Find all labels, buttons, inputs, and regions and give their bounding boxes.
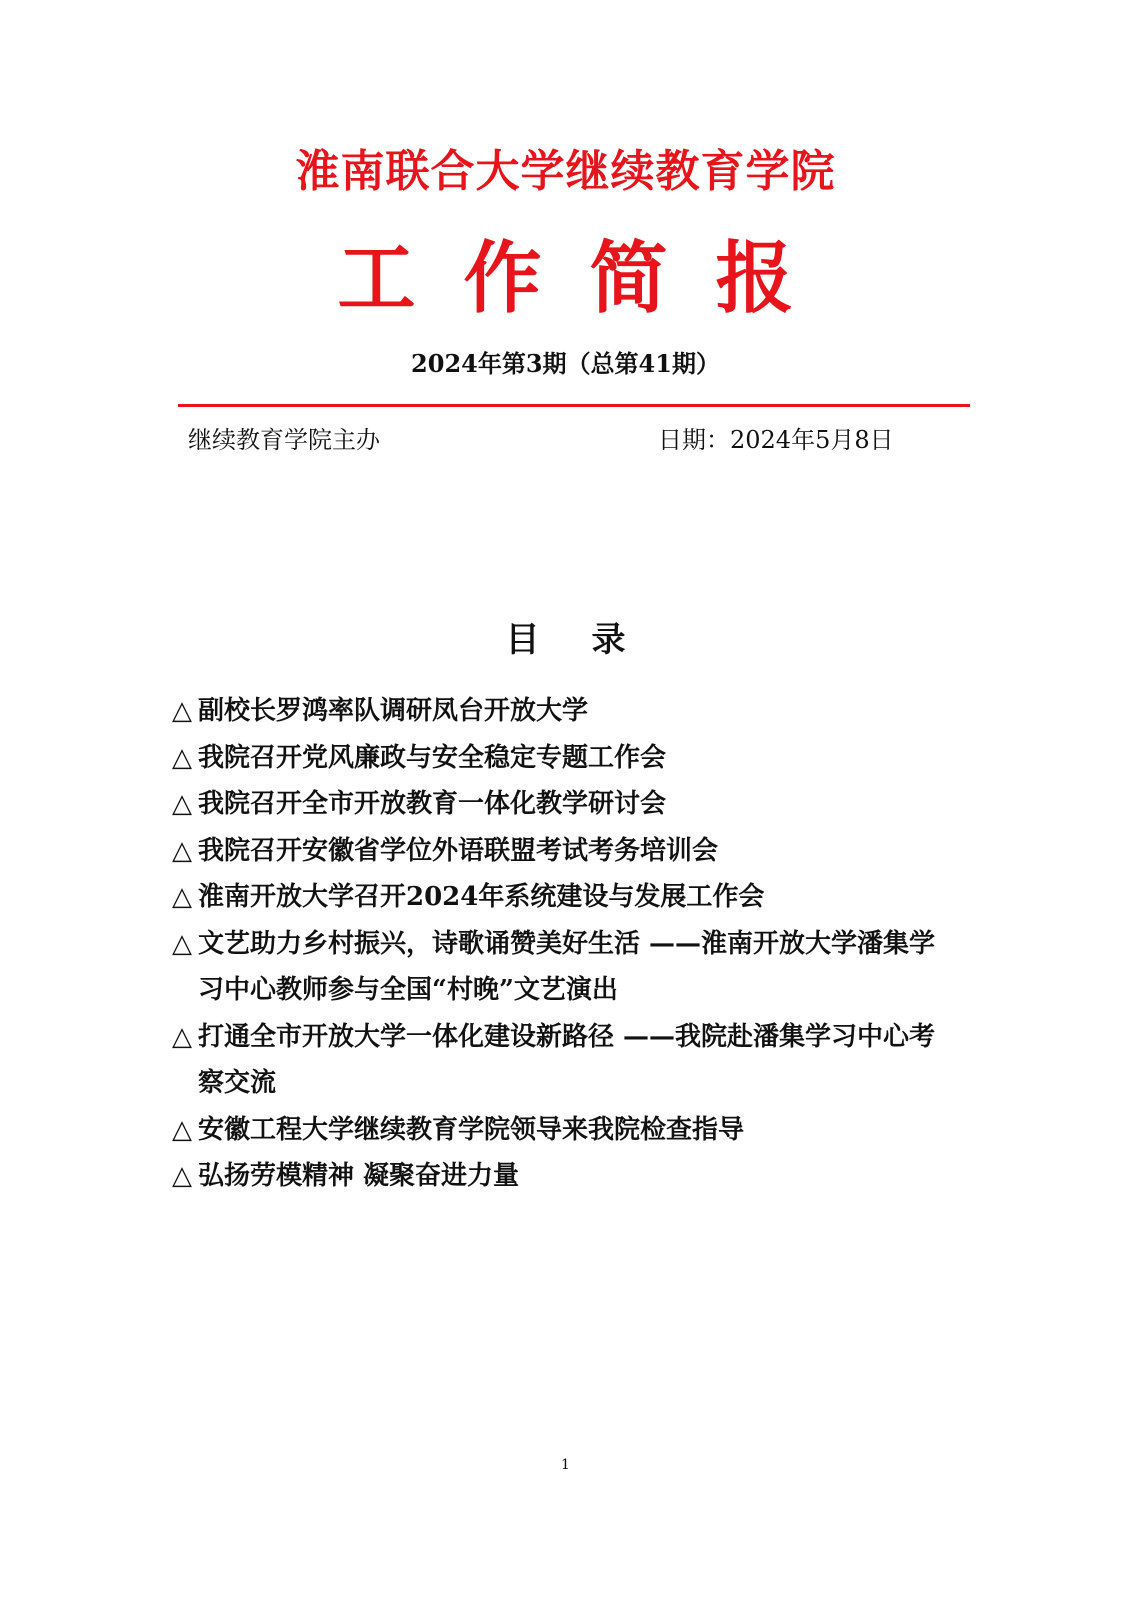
triangle-bullet-icon: △ bbox=[172, 789, 192, 819]
toc-item-label: 打通全市开放大学一体化建设新路径 ——我院赴潘集学习中心考察交流 bbox=[198, 1021, 936, 1098]
triangle-bullet-icon: △ bbox=[172, 1021, 192, 1052]
bulletin-title-char: 工 bbox=[337, 234, 416, 324]
toc-item-label: 文艺助力乡村振兴，诗歌诵赞美好生活 ——淮南开放大学潘集学习中心教师参与全国“村晚”文艺演出 bbox=[198, 928, 936, 1005]
toc-item-label: 弘扬劳模精神 凝聚奋进力量 bbox=[198, 1161, 520, 1191]
bulletin-title-char: 简 bbox=[589, 234, 668, 324]
issue-number: 2024年第3期（总第41期） bbox=[411, 349, 720, 378]
triangle-bullet-icon: △ bbox=[172, 928, 192, 959]
toc-item[interactable] bbox=[172, 1107, 952, 1154]
bulletin-title-char: 报 bbox=[715, 234, 794, 324]
toc-heading-char: 录 bbox=[591, 620, 626, 660]
triangle-bullet-icon: △ bbox=[172, 696, 192, 726]
toc-item[interactable] bbox=[172, 828, 952, 875]
organization-title: 淮南联合大学继续教育学院 bbox=[295, 146, 836, 197]
toc-heading-char: 目 bbox=[505, 620, 540, 660]
toc-item[interactable] bbox=[172, 1014, 952, 1107]
toc-item-label: 我院召开全市开放教育一体化教学研讨会 bbox=[198, 789, 667, 819]
toc-item-label: 我院召开党风廉政与安全稳定专题工作会 bbox=[198, 742, 667, 773]
bulletin-title-char: 作 bbox=[463, 234, 542, 324]
sponsor-line: 继续教育学院主办 bbox=[188, 426, 380, 454]
toc-item-label: 淮南开放大学召开2024年系统建设与发展工作会 bbox=[198, 882, 765, 912]
table-of-contents bbox=[172, 688, 952, 1200]
triangle-bullet-icon: △ bbox=[172, 742, 192, 773]
bulletin-title bbox=[0, 234, 1131, 324]
toc-item-label: 副校长罗鸿率队调研凤台开放大学 bbox=[198, 696, 589, 726]
toc-item[interactable] bbox=[172, 735, 952, 782]
triangle-bullet-icon: △ bbox=[172, 835, 192, 866]
triangle-bullet-icon: △ bbox=[172, 1114, 192, 1145]
page-number: 1 bbox=[561, 1457, 570, 1473]
header-divider bbox=[178, 404, 970, 407]
publication-date: 日期：2024年5月8日 bbox=[658, 426, 894, 454]
toc-item[interactable] bbox=[172, 874, 952, 921]
triangle-bullet-icon: △ bbox=[172, 1161, 192, 1191]
toc-item[interactable] bbox=[172, 1153, 952, 1200]
toc-item-label: 安徽工程大学继续教育学院领导来我院检查指导 bbox=[198, 1114, 745, 1145]
toc-item[interactable] bbox=[172, 781, 952, 828]
toc-item-label: 我院召开安徽省学位外语联盟考试考务培训会 bbox=[198, 835, 719, 866]
toc-heading bbox=[0, 620, 1131, 660]
triangle-bullet-icon: △ bbox=[172, 882, 192, 912]
toc-item[interactable] bbox=[172, 688, 952, 735]
toc-item[interactable] bbox=[172, 921, 952, 1014]
